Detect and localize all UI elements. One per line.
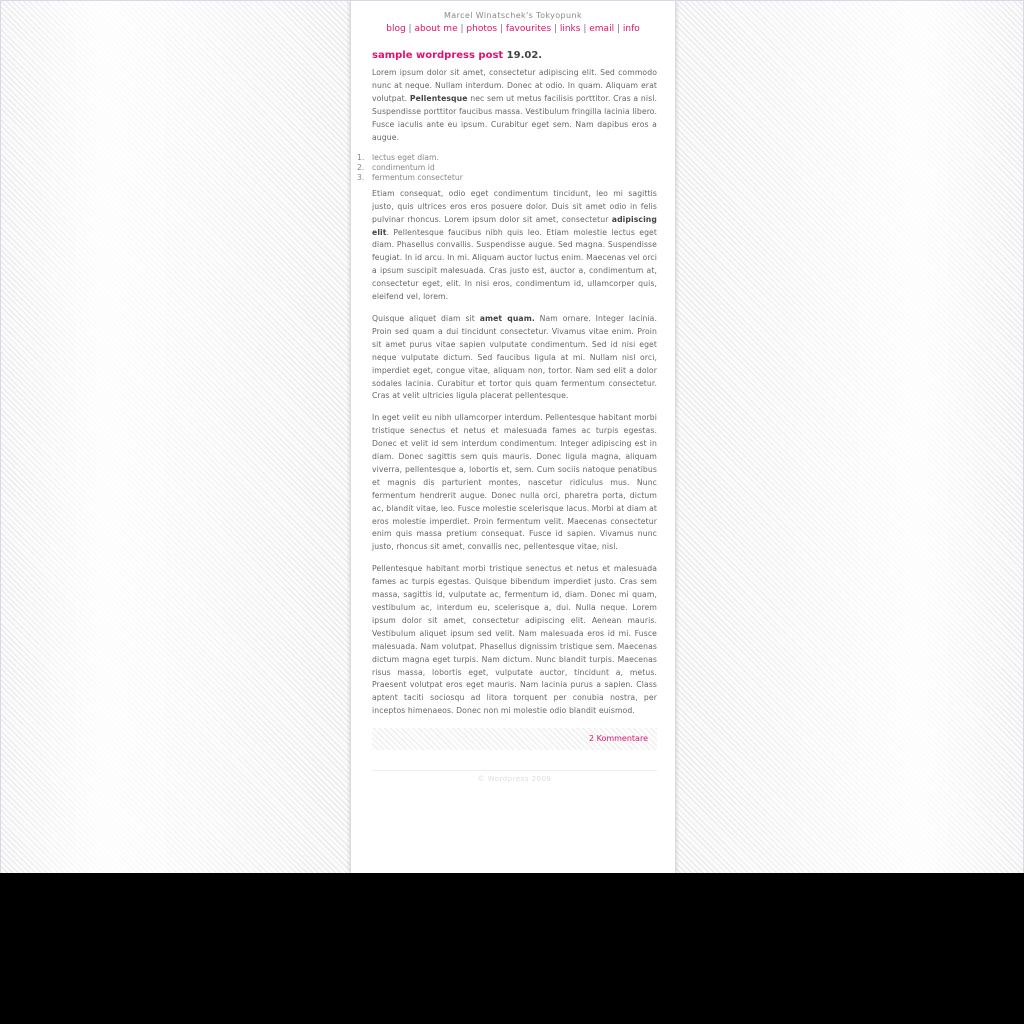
list-number: 3. <box>357 173 365 183</box>
bold-text: Pellentesque <box>409 93 468 103</box>
list-item <box>357 163 657 173</box>
paragraph-text: Etiam consequat, odio eget condimentum tincidunt, leo mi sagittis justo, quis ultrices eros eros posuere dolor. Duis sit amet odio in felis pulvinar rhoncus. Lorem ipsum dolor sit amet, consectetur <box>372 188 657 224</box>
post-paragraph-3 <box>372 313 657 403</box>
post-paragraph-2 <box>372 188 657 304</box>
nav-separator: | <box>499 24 503 34</box>
list-item-text: fermentum consectetur <box>372 173 463 183</box>
nav-separator: | <box>553 24 557 34</box>
list-item-text: lectus eget diam. <box>372 153 439 163</box>
post-paragraph-4: In eget velit eu nibh ullamcorper interdum. Pellentesque habitant morbi tristique senectus et netus et malesuada fames ac turpis egestas. Donec et velit id sem interdum condimentum. Integer adipiscing est in diam. Donec sagittis sem quis mauris. Donec ligula magna, aliquam viverra, pellentesque a, lobortis et, sem. Cum sociis natoque penatibus et magnis dis parturient montes, nascetur ridiculus mus. Nunc fermentum hendrerit augue. Donec nulla orci, pharetra porta, dictum ac, blandit vitae, leo. Fusce molestie scelerisque lacus. Morbi at diam at eros molestie imperdiet. Proin fermentum velit. Maecenas consectetur enim quis massa pretium consequat. Fusce id sapien. Vivamus nunc justo, rhoncus sit amet, convallis nec, pellentesque vitae, nisl. <box>372 413 657 552</box>
nav-link-links[interactable]: links <box>559 24 581 34</box>
comments-link[interactable]: 2 Kommentare <box>588 734 648 744</box>
nav-separator: | <box>408 24 412 34</box>
list-item <box>357 153 657 163</box>
nav-link-email[interactable]: email <box>589 24 615 34</box>
list-item <box>357 173 657 183</box>
nav-separator: | <box>460 24 464 34</box>
bold-text: adipiscing elit <box>372 214 657 237</box>
post <box>357 49 658 784</box>
site-footer <box>372 770 657 783</box>
paragraph-text: Quisque aliquet diam sit <box>372 313 480 323</box>
post-paragraph-5: Pellentesque habitant morbi tristique senectus et netus et malesuada fames ac turpis egestas. Quisque bibendum imperdiet justo. Cras sem massa, sagittis id, vulputate ac, fermentum id, diam. Donec mi quam, vestibulum ac, interdum eu, scelerisque a, dui. Nulla neque. Lorem ipsum dolor sit amet, consectetur adipiscing elit. Aenean mauris. Vestibulum aliquet ipsum sed velit. Nam malesuada eros id mi. Fusce malesuada. Nam volutpat. Phasellus dignissim tristique sem. Maecenas dictum magna eget turpis. Nam dictum. Nunc blandit turpis. Maecenas risus massa, lobortis eget, vulputate auctor, tincidunt a, metus. Praesent volutpat eros eget mauris. Nam lacinia purus a sapien. Class aptent taciti sociosqu ad litora torquent per conubia nostra, per inceptos himenaeos. Donec non mi molestie odio blandit euismod. <box>372 564 657 716</box>
nav-link-favourites[interactable]: favourites <box>505 24 552 34</box>
post-date: 19.02. <box>506 50 543 61</box>
nav-separator: | <box>616 24 620 34</box>
bold-text: amet quam. <box>479 313 535 323</box>
footer-copyright: © Wordpress 2009 <box>477 775 552 784</box>
paragraph-text: . Pellentesque faucibus nibh quis leo. Etiam molestie lectus eget diam. Phasellus convallis. Suspendisse augue. Sed magna. Suspendisse feugiat. In id arcu. In mi. Aliquam auctor luctus enim. Maecenas vel orci a ipsum suscipit malesuada. Cras justo est, auctor a, condimentum at, consectetur eget, elit. In nisi eros, condimentum id, ullamcorper quis, eleifend vel, lorem. <box>372 227 657 302</box>
nav-link-photos[interactable]: photos <box>466 24 498 34</box>
comments-bar <box>372 728 657 750</box>
post-paragraph-1 <box>372 67 657 144</box>
site-title: Marcel Winatschek's Tokyopunk <box>443 11 583 20</box>
post-header <box>372 49 657 63</box>
list-number: 2. <box>357 163 365 173</box>
post-title[interactable]: sample wordpress post <box>372 50 504 61</box>
list-number: 1. <box>357 153 365 163</box>
nav-link-blog[interactable]: blog <box>386 24 406 34</box>
nav-link-info[interactable]: info <box>622 24 640 34</box>
nav-separator: | <box>583 24 587 34</box>
paragraph-text: nec sem ut metus facilisis porttitor. Cras a nisl. Suspendisse porttitor faucibus massa. Vestibulum fringilla lacinia libero. Fusce iaculis ante eu ipsum. Curabitur eget sem. Nam dapibus eros a augue. <box>372 93 657 142</box>
post-ordered-list <box>357 153 657 183</box>
paragraph-text: Lorem ipsum dolor sit amet, consectetur adipiscing elit. Sed commodo nunc at neque. Nullam interdum. Donec at odio. In quam. Aliquam erat volutpat. <box>372 68 657 103</box>
main-nav <box>351 23 675 35</box>
site-header <box>351 1 675 35</box>
paragraph-text: Nam ornare. Integer lacinia. Proin sed quam a dui tincidunt consectetur. Vivamus vitae enim. Proin sit amet purus vitae sapien vulputate condimentum. Sed id nisi eget neque vulputate dictum. Sed faucibus ligula at mi. Nullam nisl orci, imperdiet eget, congue vitae, aliquam non, tortor. Nam sed elit a dolor sodales lacinia. Curabitur et tortor quis quam fermentum consectetur. Cras at velit ultricies ligula placerat pellentesque. <box>372 313 658 401</box>
page-container <box>350 1 676 873</box>
nav-link-about-me[interactable]: about me <box>414 24 458 34</box>
list-item-text: condimentum id <box>372 163 435 173</box>
